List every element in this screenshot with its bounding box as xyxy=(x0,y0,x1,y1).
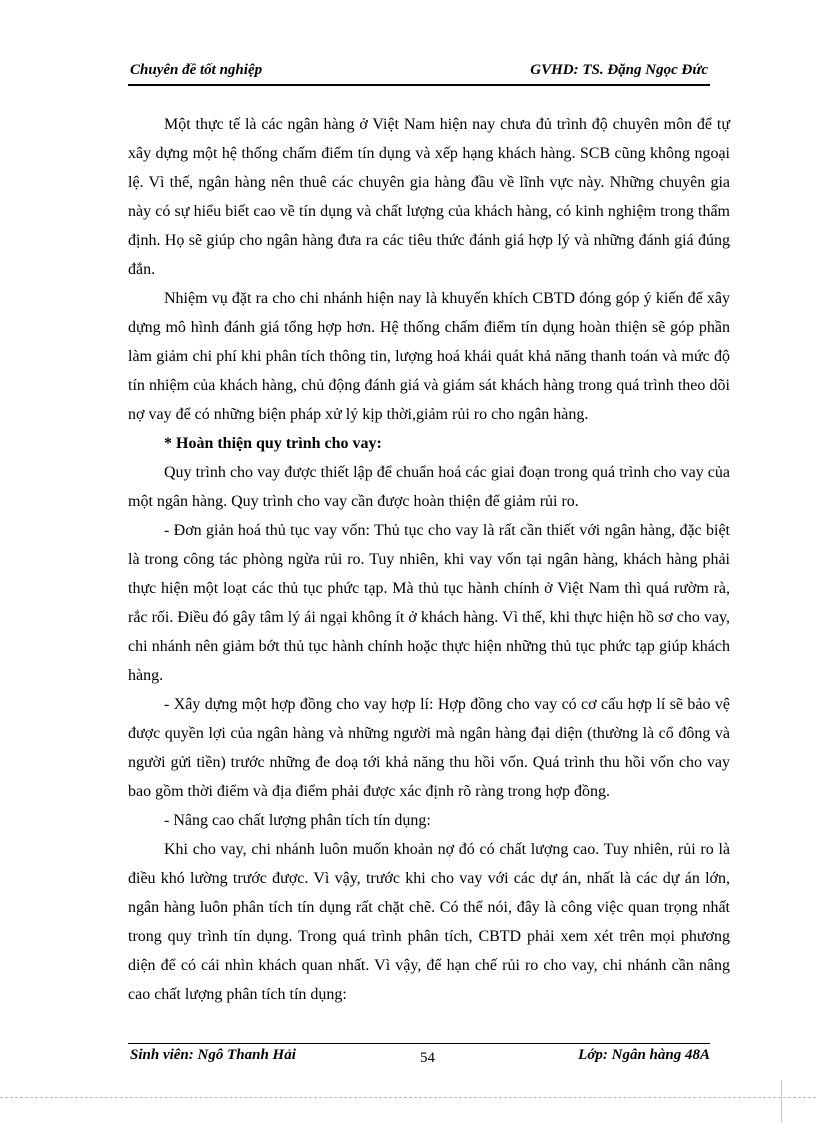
footer-class: Lớp: Ngân hàng 48A xyxy=(578,1047,710,1063)
header-thesis-title: Chuyên đề tốt nghiệp xyxy=(130,62,263,78)
page-number: 54 xyxy=(420,1050,435,1066)
page-footer xyxy=(128,1043,710,1074)
footer-student: Sinh viên: Ngô Thanh Hải xyxy=(130,1047,296,1063)
page-break-line xyxy=(0,1097,816,1098)
margin-line xyxy=(781,1080,782,1123)
paragraph: Một thực tế là các ngân hàng ở Việt Nam hiện nay chưa đủ trình độ chuyên môn để tự xây dựng một hệ thống chấm điểm tín dụng và xếp hạng khách hàng. SCB cũng không ngoại lệ. Vì thế, ngân hàng nên thuê các chuyên gia hàng đầu về lĩnh vực này. Những chuyên gia này có sự hiểu biết cao về tín dụng và chất lượng của khách hàng, có kinh nghiệm trong thẩm định. Họ sẽ giúp cho ngân hàng đưa ra các tiêu thức đánh giá hợp lý và những đánh giá đúng đắn. xyxy=(128,116,730,278)
page-header xyxy=(128,60,710,86)
paragraph: Nhiệm vụ đặt ra cho chi nhánh hiện nay là khuyến khích CBTD đóng góp ý kiến để xây dựng mô hình đánh giá tổng hợp hơn. Hệ thống chấm điểm tín dụng hoàn thiện sẽ góp phần làm giảm chi phí khi phân tích thông tin, lượng hoá khái quát khả năng thanh toán và mức độ tín nhiệm của khách hàng, chủ động đánh giá và giám sát khách hàng trong quá trình theo dõi nợ vay để có những biện pháp xử lý kịp thời,giảm rủi ro cho ngân hàng. xyxy=(128,290,730,423)
page-body xyxy=(128,110,730,1009)
section-heading: * Hoàn thiện quy trình cho vay: xyxy=(164,435,382,452)
paragraph: - Xây dựng một hợp đồng cho vay hợp lí: Hợp đồng cho vay có cơ cấu hợp lí sẽ bảo vệ được quyền lợi của ngân hàng và những người mà ngân hàng đại diện (thường là cổ đông và người gửi tiền) trước những đe doạ tới khả năng thu hồi vốn. Quá trình thu hồi vốn cho vay bao gồm thời điểm và địa điểm phải được xác định rõ ràng trong hợp đồng. xyxy=(128,696,730,800)
subheading: - Nâng cao chất lượng phân tích tín dụng: xyxy=(164,812,431,829)
paragraph: Khi cho vay, chi nhánh luôn muốn khoản nợ đó có chất lượng cao. Tuy nhiên, rủi ro là điều khó lường trước được. Vì vậy, trước khi cho vay với các dự án, nhất là các dự án lớn, ngân hàng luôn phân tích tín dụng rất chặt chẽ. Có thể nói, đây là công việc quan trọng nhất trong quy trình tín dụng. Trong quá trình phân tích, CBTD phải xem xét trên mọi phương diện để có cái nhìn khách quan nhất. Vì vậy, để hạn chế rủi ro cho vay, chi nhánh cần nâng cao chất lượng phân tích tín dụng: xyxy=(128,841,730,1003)
header-supervisor: GVHD: TS. Đặng Ngọc Đức xyxy=(530,62,708,78)
paragraph: - Đơn giản hoá thủ tục vay vốn: Thủ tục cho vay là rất cần thiết với ngân hàng, đặc biệt là trong công tác phòng ngừa rủi ro. Tuy nhiên, khi vay vốn tại ngân hàng, khách hàng phải thực hiện một loạt các thủ tục phức tạp. Mà thủ tục hành chính ở Việt Nam thì quá rườm rà, rắc rối. Điều đó gây tâm lý ái ngại không ít ở khách hàng. Vì thế, khi thực hiện hồ sơ cho vay, chi nhánh nên giảm bớt thủ tục hành chính hoặc thực hiện những thủ tục phức tạp giúp khách hàng. xyxy=(128,522,730,684)
paragraph: Quy trình cho vay được thiết lập để chuẩn hoá các giai đoạn trong quá trình cho vay của một ngân hàng. Quy trình cho vay cần được hoàn thiện để giảm rủi ro. xyxy=(128,464,730,510)
